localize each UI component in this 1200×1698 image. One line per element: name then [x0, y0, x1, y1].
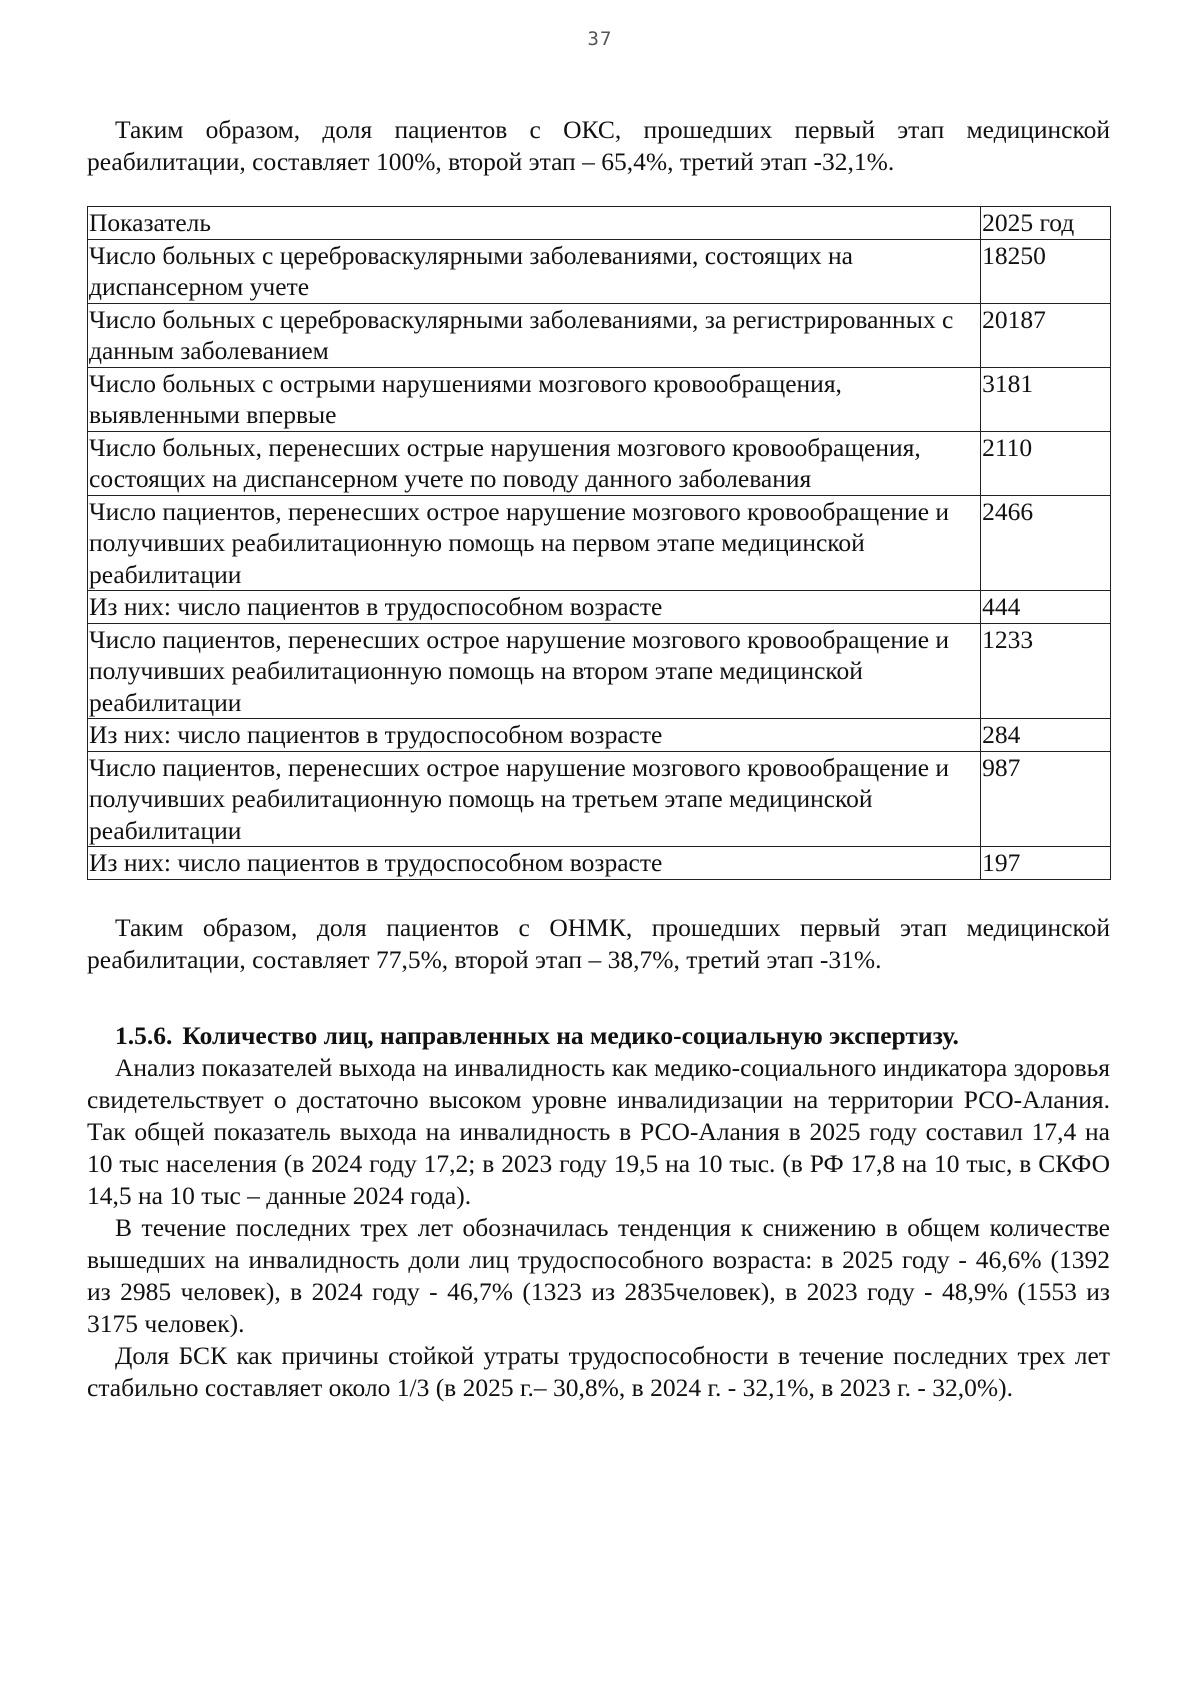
section-heading: [87, 1020, 1110, 1052]
row-value: 3181: [981, 367, 1111, 431]
table-row: [88, 495, 1111, 591]
table-row: [88, 239, 1111, 303]
row-indicator: Число больных, перенесших острые нарушения мозгового кровообращения, состоящих на диспансерном учете по поводу данного заболевания: [88, 431, 981, 495]
table-row: [88, 623, 1111, 719]
table-row: [88, 303, 1111, 367]
row-value: 284: [981, 719, 1111, 752]
row-indicator: Число пациентов, перенесших острое нарушение мозгового кровообращение и получивших реабилитационную помощь на втором этапе медицинской реабилитации: [88, 623, 981, 719]
row-indicator: Из них: число пациентов в трудоспособном возрасте: [88, 847, 981, 880]
section-number: 1.5.6.: [115, 1020, 173, 1050]
indicators-table: [87, 206, 1111, 880]
row-value: 2110: [981, 431, 1111, 495]
row-value: 20187: [981, 303, 1111, 367]
row-indicator: Число больных с цереброваскулярными заболеваниями, за регистрированных с данным заболеванием: [88, 303, 981, 367]
row-indicator: Число пациентов, перенесших острое нарушение мозгового кровообращение и получивших реабилитационную помощь на третьем этапе медицинской реабилитации: [88, 751, 981, 847]
section-paragraph: В течение последних трех лет обозначилась тенденция к снижению в общем количестве вышедших на инвалидность доли лиц трудоспособного возраста: в 2025 году - 46,6% (1392 из 2985 человек), в 2024 году - 46,7% (1323 из 2835человек), в 2023 году - 48,9% (1553 из 3175 человек).: [87, 1212, 1110, 1338]
after-table-paragraph: Таким образом, доля пациентов с ОНМК, прошедших первый этап медицинской реабилитации, составляет 77,5%, второй этап – 38,7%, третий этап -31%.: [87, 912, 1110, 974]
section-paragraph: Доля БСК как причины стойкой утраты трудоспособности в течение последних трех лет стабильно составляет около 1/3 (в 2025 г.– 30,8%, в 2024 г. - 32,1%, в 2023 г. - 32,0%).: [87, 1340, 1110, 1402]
row-indicator: Число пациентов, перенесших острое нарушение мозгового кровообращение и получивших реабилитационную помощь на первом этапе медицинской реабилитации: [88, 495, 981, 591]
table-row: [88, 847, 1111, 880]
document-body: [87, 114, 1110, 1404]
section-title: Количество лиц, направленных на медико-социальную экспертизу.: [182, 1020, 959, 1050]
table-row: [88, 431, 1111, 495]
row-value: 18250: [981, 239, 1111, 303]
row-value: 1233: [981, 623, 1111, 719]
row-value: 987: [981, 751, 1111, 847]
row-indicator: Из них: число пациентов в трудоспособном возрасте: [88, 591, 981, 624]
row-value: 2466: [981, 495, 1111, 591]
page-number: 37: [587, 28, 613, 50]
row-indicator: Из них: число пациентов в трудоспособном возрасте: [88, 719, 981, 752]
table-row: [88, 367, 1111, 431]
row-indicator: Число больных с цереброваскулярными заболеваниями, состоящих на диспансерном учете: [88, 239, 981, 303]
row-value: 444: [981, 591, 1111, 624]
table-row: [88, 719, 1111, 752]
table-row: [88, 751, 1111, 847]
header-year: 2025 год: [981, 207, 1111, 240]
table-header-row: [88, 207, 1111, 240]
section-paragraph: Анализ показателей выхода на инвалидность как медико-социального индикатора здоровья свидетельствует о достаточно высоком уровне инвалидизации на территории РСО-Алания. Так общей показатель выхода на инвалидность в РСО-Алания в 2025 году составил 17,4 на 10 тыс населения (в 2024 году 17,2; в 2023 году 19,5 на 10 тыс. (в РФ 17,8 на 10 тыс, в СКФО 14,5 на 10 тыс – данные 2024 года).: [87, 1052, 1110, 1210]
intro-paragraph: Таким образом, доля пациентов с ОКС, прошедших первый этап медицинской реабилитации, составляет 100%, второй этап – 65,4%, третий этап -32,1%.: [87, 115, 1110, 176]
table-row: [88, 591, 1111, 624]
row-indicator: Число больных с острыми нарушениями мозгового кровообращения, выявленными впервые: [88, 367, 981, 431]
row-value: 197: [981, 847, 1111, 880]
header-indicator: Показатель: [88, 207, 981, 240]
